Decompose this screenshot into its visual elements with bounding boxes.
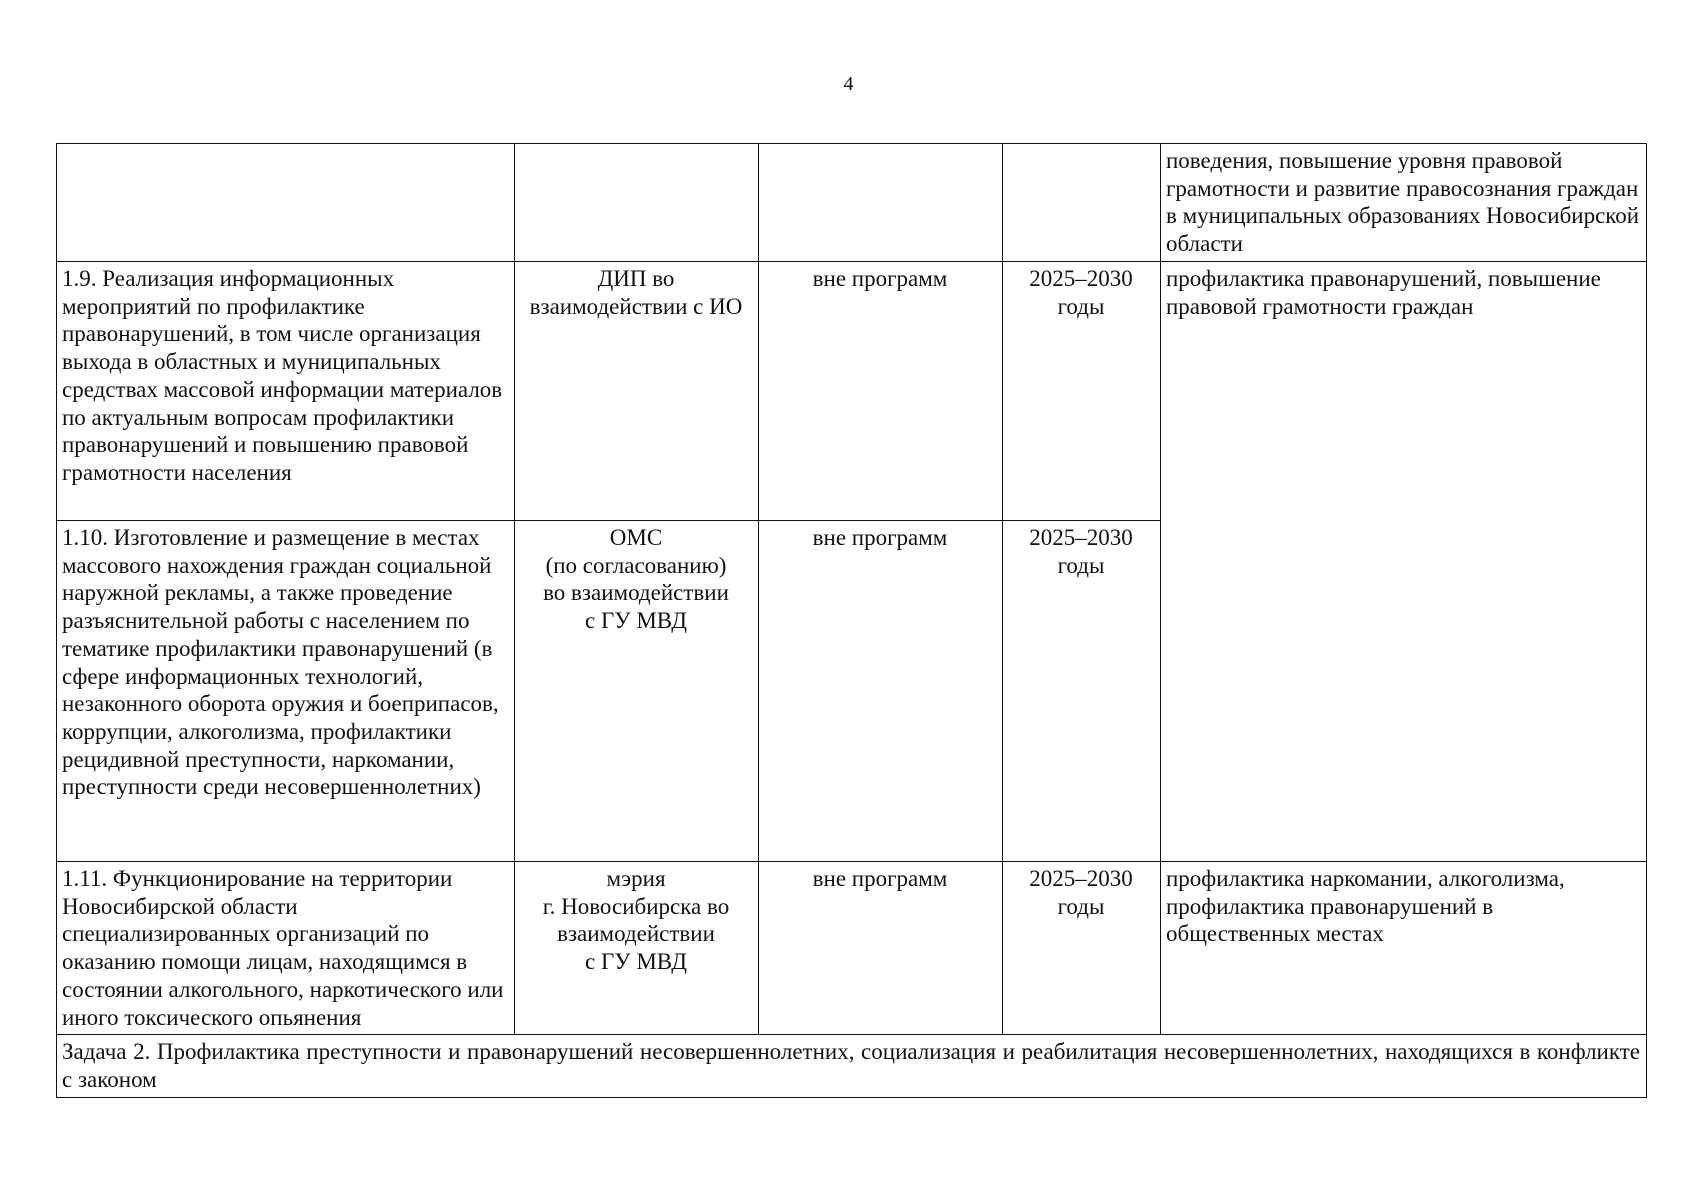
table-row-1-9 [57, 262, 1647, 521]
cell-funding: вне программ [759, 862, 1003, 1035]
task-heading-cell: Задача 2. Профилактика преступности и правонарушений несовершеннолетних, социализация и реабилитация несовершеннолетних, находящихся в конфликте с законом [57, 1035, 1647, 1098]
cell-period [1003, 144, 1161, 262]
cell-executor: ДИП во взаимодействии с ИО [515, 262, 759, 521]
table-row-continuation [57, 144, 1647, 262]
activities-table [56, 143, 1647, 1098]
table-row-1-11 [57, 862, 1647, 1035]
table-row-task-2 [57, 1035, 1647, 1098]
cell-activity [57, 144, 515, 262]
cell-period: 2025–2030 годы [1003, 262, 1161, 521]
cell-period: 2025–2030 годы [1003, 862, 1161, 1035]
cell-activity: 1.11. Функционирование на территории Новосибирской области специализированных организаций по оказанию помощи лицам, находящимся в состоянии алкогольного, наркотического или иного токсического опьянения [57, 862, 515, 1035]
cell-funding: вне программ [759, 262, 1003, 521]
cell-result: профилактика наркомании, алкоголизма, профилактика правонарушений в общественных местах [1161, 862, 1647, 1035]
cell-period: 2025–2030 годы [1003, 521, 1161, 862]
cell-executor: мэрия г. Новосибирска во взаимодействии с ГУ МВД [515, 862, 759, 1035]
page-number: 4 [843, 73, 854, 95]
cell-funding [759, 144, 1003, 262]
cell-result: профилактика правонарушений, повышение правовой грамотности граждан [1161, 262, 1647, 862]
cell-executor: ОМС (по согласованию) во взаимодействии с ГУ МВД [515, 521, 759, 862]
cell-activity: 1.9. Реализация информационных мероприятий по профилактике правонарушений, в том числе организация выхода в областных и муниципальных средствах массовой информации материалов по актуальным вопросам профилактики правонарушений и повышению правовой грамотности населения [57, 262, 515, 521]
cell-result: поведения, повышение уровня правовой грамотности и развитие правосознания граждан в муниципальных образованиях Новосибирской области [1161, 144, 1647, 262]
cell-executor [515, 144, 759, 262]
cell-activity: 1.10. Изготовление и размещение в местах массового нахождения граждан социальной наружной рекламы, а также проведение разъяснительной работы с населением по тематике профилактики правонарушений (в сфере информационных технологий, незаконного оборота оружия и боеприпасов, коррупции, алкоголизма, профилактики рецидивной преступности, наркомании, преступности среди несовершеннолетних) [57, 521, 515, 862]
cell-funding: вне программ [759, 521, 1003, 862]
